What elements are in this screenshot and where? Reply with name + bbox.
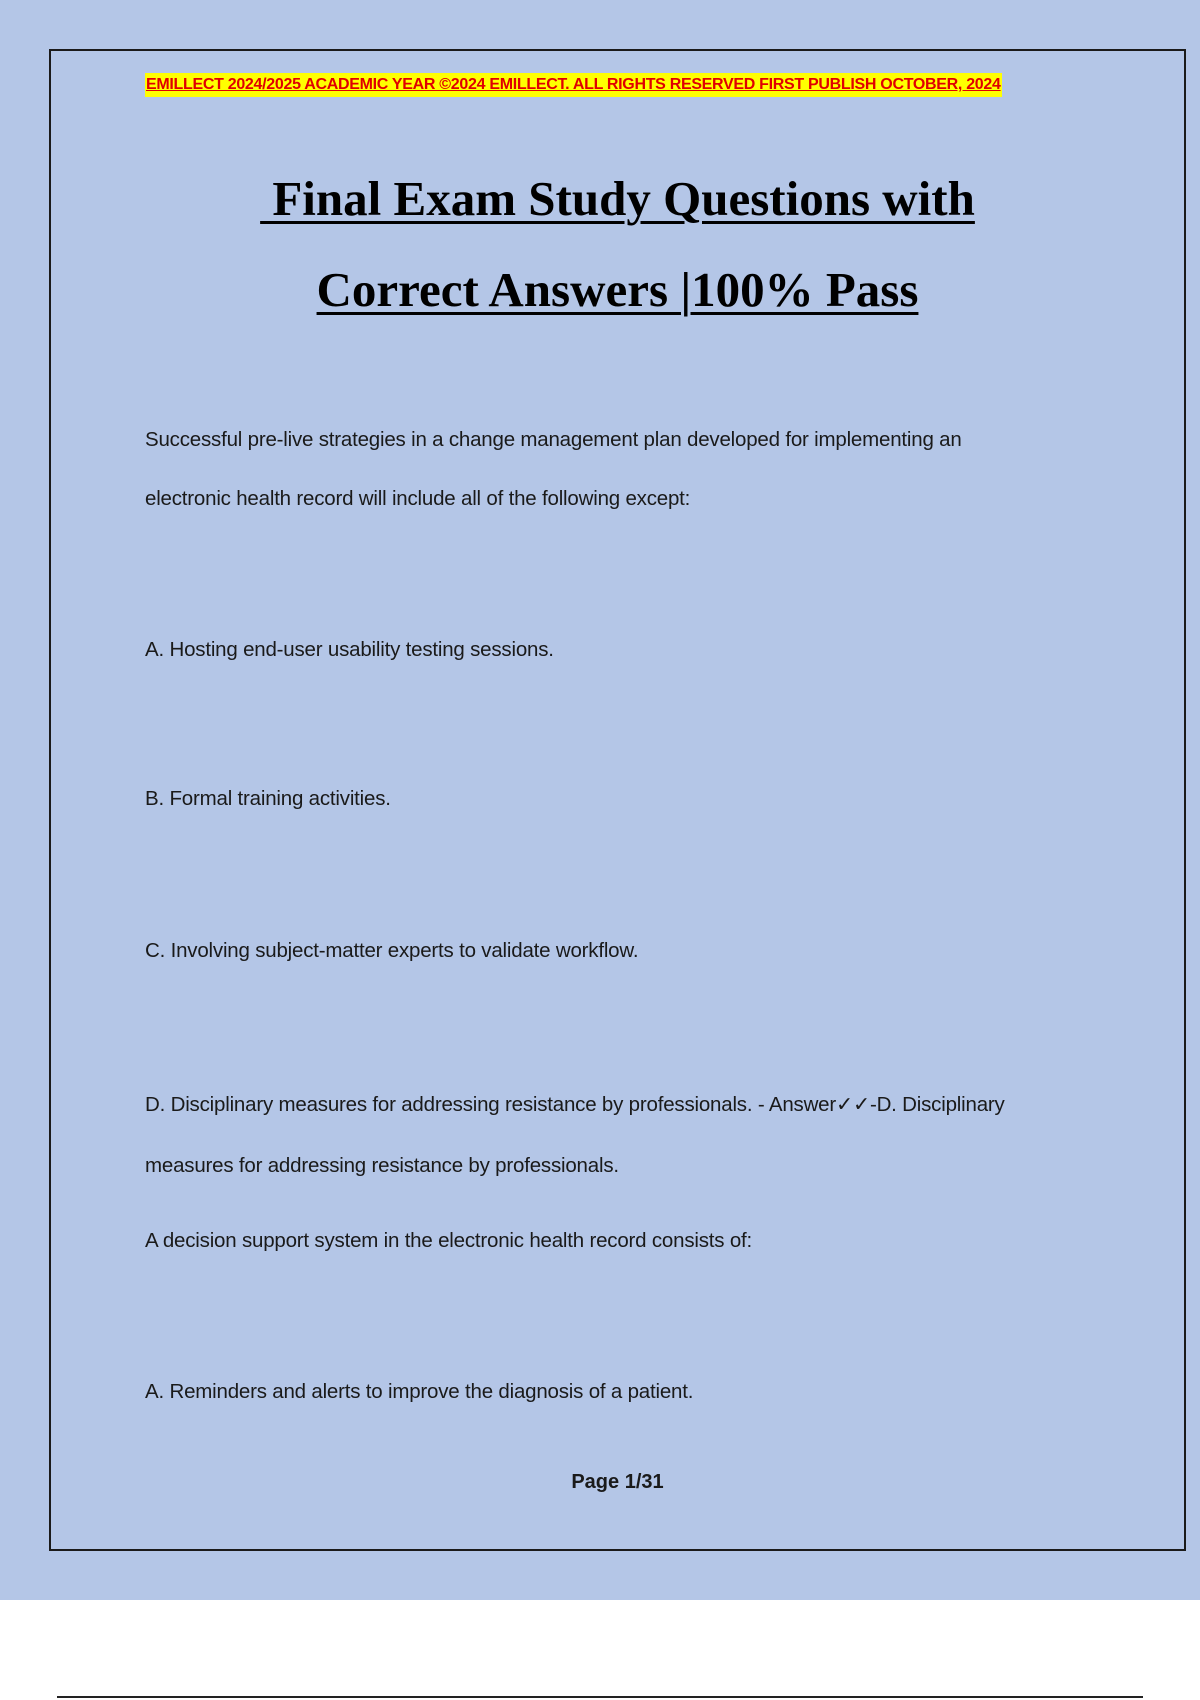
page-number: Page 1/31 <box>571 1471 664 1493</box>
question-1-option-c: C. Involving subject-matter experts to validate workflow. <box>145 939 639 962</box>
question-2-option-a: A. Reminders and alerts to improve the diagnosis of a patient. <box>145 1380 694 1403</box>
question-1-text-line-1: Successful pre-live strategies in a change management plan developed for implementing an <box>145 428 962 451</box>
question-1-option-a: A. Hosting end-user usability testing sessions. <box>145 638 554 661</box>
question-1-text-line-2: electronic health record will include all of the following except: <box>145 487 691 510</box>
question-1-option-d-answer-line-1: D. Disciplinary measures for addressing resistance by professionals. - Answer✓✓-D. Disciplinary <box>145 1093 1005 1116</box>
question-2-text: A decision support system in the electronic health record consists of: <box>145 1229 753 1252</box>
question-1-option-b: B. Formal training activities. <box>145 787 391 810</box>
next-page-divider <box>57 1696 1143 1698</box>
document-title-line-1: Final Exam Study Questions with <box>260 171 975 226</box>
document-title-line-2: Correct Answers |100% Pass <box>316 262 919 317</box>
copyright-banner: EMILLECT 2024/2025 ACADEMIC YEAR ©2024 EMILLECT. ALL RIGHTS RESERVED FIRST PUBLISH OCTOBER, 2024 <box>145 73 1002 97</box>
question-1-option-d-answer-line-2: measures for addressing resistance by professionals. <box>145 1154 619 1177</box>
